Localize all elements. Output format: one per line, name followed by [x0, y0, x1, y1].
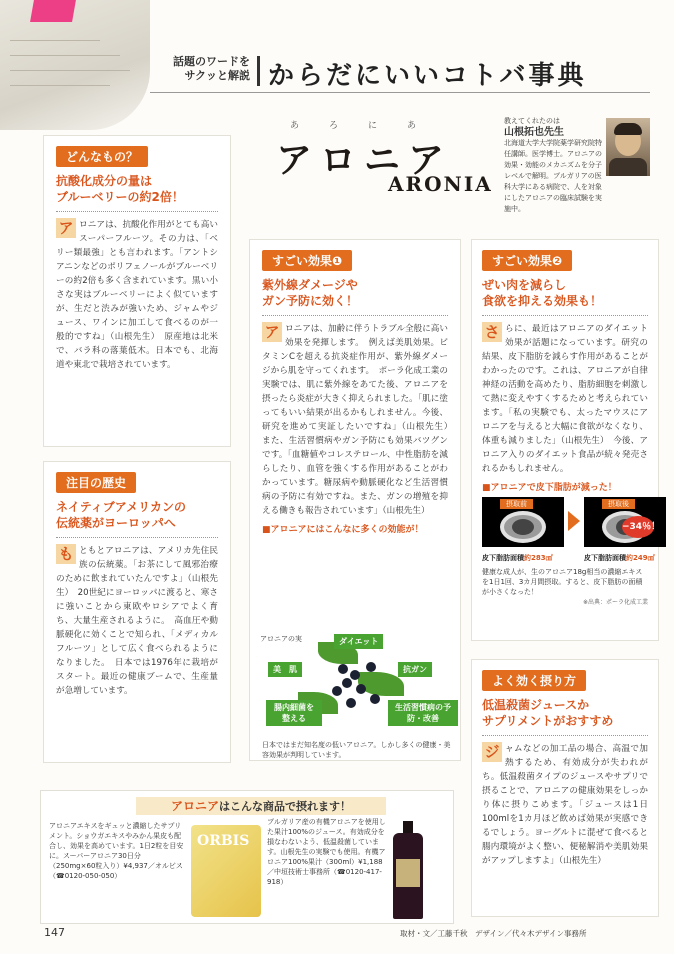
tag-skin: 美 肌: [268, 662, 302, 677]
scan-after-caption: 皮下脂肪面積約249㎠: [584, 554, 655, 562]
section-history-heading: ネイティブアメリカンの 伝統薬がヨーロッパへ: [56, 500, 186, 530]
speaker-avatar: [606, 118, 650, 176]
scan-before: 摂取前: [482, 497, 564, 547]
speaker-intro: 教えてくれたのは: [504, 117, 560, 125]
speaker-bio: 北海道大学大学院薬学研究院特任講師。医学博士。アロニアの効果・効能のメカニズムを分子レベルで解明。ブルガリアの医科大学にある病院で、人を対象にしたアロニアの臨床試験を実施中。: [504, 139, 602, 213]
header-divider: [257, 56, 260, 86]
dropcap: ジ: [482, 742, 502, 762]
effect2-note: 健康な成人が、生のアロニア18g相当の濃縮エキスを1日1回、3カ月間摂取。すると、皮下脂肪の面積が小さくなった！: [482, 568, 643, 596]
effect1-mini-label: ■アロニアにはこんなに多くの効能が！: [262, 525, 424, 535]
effect2-source: ※出典：ポーラ化成工業: [582, 599, 648, 606]
section-effect1-label: すごい効果❶: [262, 250, 352, 271]
scan-after: 摂取後: [584, 497, 666, 547]
section-what-body: ア ロニアは、抗酸化作用がとても高いスーパーフルーツ。その力は、「ベリー類最強」とも言われます。「アントシアニンなどのポリフェノールがブルーベリーの約2倍も多く含まれています。黒い小さな実はブルーベリーによく似ていますが、生だと渋みが強いため、ジャムやジュース、ワインに加工して食べるのが一般的ですね」（山根先生） 原産地は北米で、バラ科の落葉低木。日本でも、北海道や東北で栽培されています。: [56, 219, 218, 370]
tag-gut: 腸内細菌を整える: [266, 700, 322, 726]
section-history: [44, 462, 230, 762]
product1-text: アロニアエキスをギュッと濃縮したサプリメント。ショウガエキスやみかん果皮も配合し、効果を高めています。1日2粒を目安に。スーパーアロニア30日分（250mg×60粒入り）¥4,937／オルビス（☎0120-050-050）: [49, 822, 184, 880]
section-history-label: 注目の歴史: [56, 472, 136, 493]
shop-box: [40, 790, 454, 924]
product2-text: ブルガリア産の有機アロニアを使用した果汁100%のジュース。有効成分を損なわないよう、低温殺菌しています。山根先生の実験でも使用。有機アロニア100%果汁（300ml）¥1,188／中垣技術士事務所（☎0120-417-918）: [267, 818, 386, 886]
dropcap: ア: [262, 322, 282, 342]
section-what: [44, 136, 230, 446]
section-effect2: [472, 240, 658, 640]
page-number: 147: [44, 926, 65, 939]
speaker-info: [504, 116, 604, 215]
hero-title-jp: アロニア: [276, 139, 453, 181]
section-howto-label: よく効く摂り方: [482, 670, 586, 691]
header-title: からだにいいコトバ事典: [268, 61, 587, 91]
section-what-label: どんなもの？: [56, 146, 148, 167]
arrow-icon: [568, 511, 580, 531]
credits: 取材・文／工藤千秋 デザイン／代々木デザイン事務所: [400, 929, 587, 938]
section-effect2-heading: ぜい肉を減らし 食欲を抑える効果も！: [482, 278, 603, 308]
berry-illustration: [258, 632, 458, 740]
header-rule: [150, 92, 650, 93]
effect1-footnote: 日本ではまだ知名度の低いアロニア。しかし多くの健康・美容効果が判明しています。: [262, 741, 451, 759]
book-illustration: [0, 0, 150, 130]
dropcap: ア: [56, 218, 76, 238]
hero-ruby: あろにあ: [290, 121, 447, 131]
section-effect1-body: ア ロニアは、加齢に伴うトラブル全般に高い効果を発揮します。 例えば美肌効果。ビタミンCを超える抗炎症作用が、紫外線ダメージから肌を守ってくれます。 ポーラ化成工業の実験では、肌に紫外線をあてた後、アロニアを摂ったら炎症が大きく抑えられました。「肌に塗ってもいい結果が出るかもしれません。今後、研究を進めて実証したいですね」（山根先生） また、生活習慣病やガン予防にも効果バツグンです。「血糖値やコレステロール、中性脂肪を減らしたり、血管を強くする作用があることがわかっています。糖尿病や動脈硬化など生活習慣病の予防に有効ですね。また、ガンの増殖を抑える働きも報告されています」（山根先生）: [262, 323, 457, 516]
section-howto: [472, 660, 658, 916]
tag-anticancer: 抗ガン: [398, 662, 432, 677]
dropcap: も: [56, 544, 76, 564]
percent-badge: −34％！: [622, 516, 654, 538]
section-howto-heading: 低温殺菌ジュースか サプリメントがおすすめ: [482, 698, 614, 728]
berry-caption: アロニアの実: [260, 635, 302, 643]
section-what-heading: 抗酸化成分の量は ブルーベリーの約2倍！: [56, 174, 184, 204]
tag-diet: ダイエット: [334, 634, 383, 649]
bookmark-ribbon: [30, 0, 76, 22]
product1-image: [191, 825, 261, 917]
header-subtitle: 話題のワードを サクッと解説: [173, 55, 250, 82]
product1-brand: ORBIS: [197, 833, 250, 849]
section-history-body: も ともとアロニアは、アメリカ先住民族の伝統薬。「お茶にして風邪治療のために飲まれていたんですよ」（山根先生） 20世紀にヨーロッパに渡ると、寒さに強いことから東欧やロシアでよく育ち、大量生産されるように。 高血圧や動脈硬化に効くことで知られ、「メディカルフルーツ」として広く食べられるようになりました。 日本では1976年に栽培がスタート。最近の健康ブームで、生産量が急増しています。: [56, 545, 218, 696]
effect2-mini-label: ■アロニアで皮下脂肪が減った！: [482, 483, 617, 493]
section-effect1-heading: 紫外線ダメージや ガン予防に効く！: [262, 278, 359, 308]
section-effect2-body: さ らに、最近はアロニアのダイエット効果が話題になっています。研究の結果、皮下脂肪を減らす作用があることがわかったのです。これは、アロニアが自律神経の活動を高めたり、脂肪細胞を刺激して熱に変えやすくするためと考えられています。「私の実験でも、太ったマウスにアロニアを与えると大幅に食欲がなくなり、体重も減りました」（山根先生） 今後、アロニア入りのダイエット食品が続々発売されるかもしれません。: [482, 323, 648, 474]
hero-title-en: ARONIA: [388, 172, 493, 196]
speaker-name: 山根拓也先生: [504, 127, 564, 138]
dropcap: さ: [482, 322, 502, 342]
scan-before-caption: 皮下脂肪面積約283㎠: [482, 554, 553, 562]
section-effect2-label: すごい効果❷: [482, 250, 572, 271]
section-howto-body: ジ ャムなどの加工品の場合、高温で加熱するため、有効成分が失われがち。低温殺菌タイプのジュースやサプリで摂ることで、アロニアの健康効果をしっかり体に摂りこめます。「ジュースは1日100mlを1カ月ほど飲めば効果が実感できるでしょう。ヨーグルトに混ぜて食べると腸内環境がよく整い、便秘解消や美肌効果がアップしますよ」（山根先生）: [482, 743, 648, 866]
shop-title: アロニアはこんな商品で摂れます！: [136, 797, 386, 815]
tag-lifestyle: 生活習慣病の予防・改善: [388, 700, 458, 726]
product2-bottle: [393, 821, 423, 919]
